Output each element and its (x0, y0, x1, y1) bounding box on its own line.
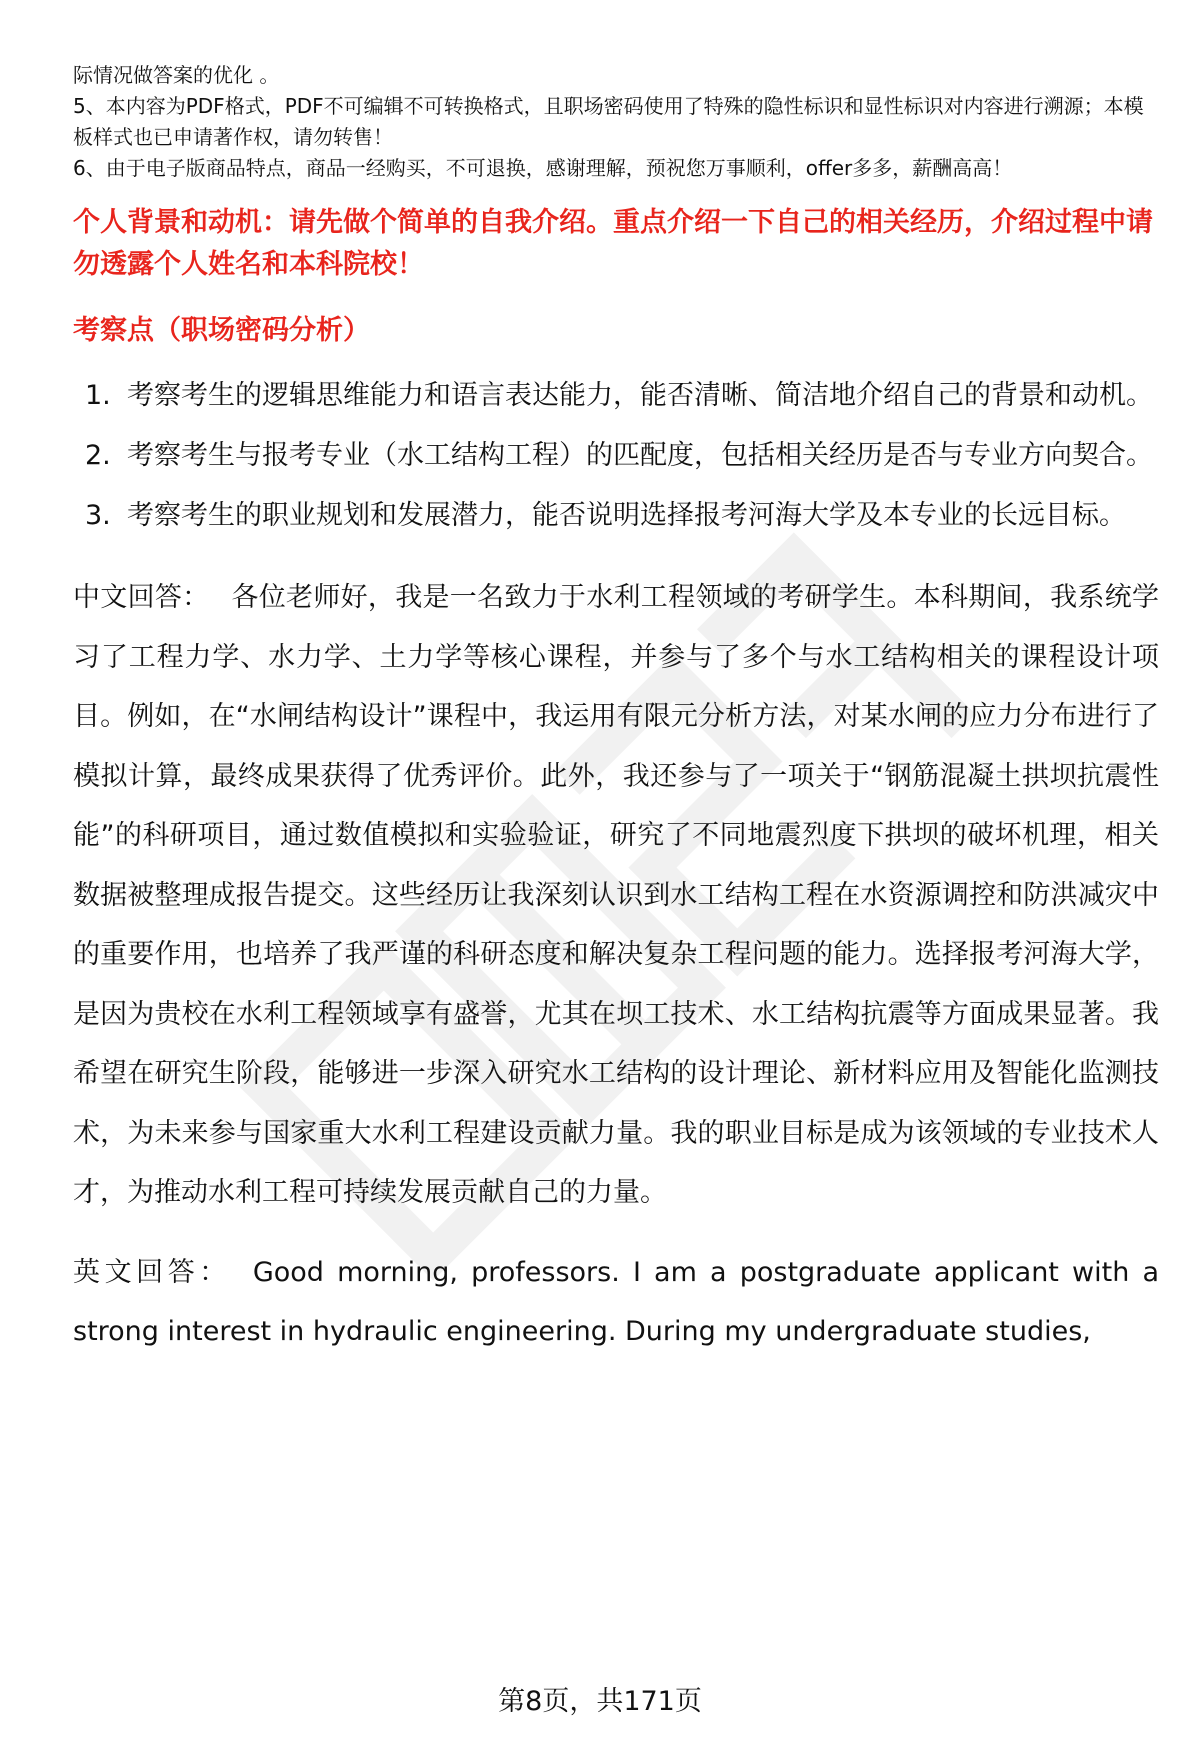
points-heading: 考察点（职场密码分析） (73, 315, 370, 346)
list-item (73, 426, 1159, 486)
chinese-answer-label: 中文回答： (73, 582, 210, 613)
chinese-answer-text: 各位老师好，我是一名致力于水利工程领域的考研学生。本科期间，我系统学习了工程力学、水力学、土力学等核心课程，并参与了多个与水工结构相关的课程设计项目。例如，在“水闸结构设计”课程中，我运用有限元分析方法，对某水闸的应力分布进行了模拟计算，最终成果获得了优秀评价。此外，我还参与了一项关于“钢筋混凝土拱坝抗震性能”的科研项目，通过数值模拟和实验验证，研究了不同地震烈度下拱坝的破坏机理，相关数据被整理成报告提交。这些经历让我深刻认识到水工结构工程在水资源调控和防洪减灾中的重要作用，也培养了我严谨的科研态度和解决复杂工程问题的能力。选择报考河海大学，是因为贵校在水利工程领域享有盛誉，尤其在坝工技术、水工结构抗震等方面成果显著。我希望在研究生阶段，能够进一步深入研究水工结构的设计理论、新材料应用及智能化监测技术，为未来参与国家重大水利工程建设贡献力量。我的职业目标是成为该领域的专业技术人才，为推动水利工程可持续发展贡献自己的力量。 (73, 582, 1160, 1208)
list-number: 2. (85, 440, 111, 471)
list-number: 3. (85, 500, 111, 531)
note-line: 际情况做答案的优化 。 (73, 63, 280, 87)
question-heading: 个人背景和动机：请先做个简单的自我介绍。重点介绍一下自己的相关经历，介绍过程中请勿透露个人姓名和本科院校！ (73, 207, 1153, 280)
page-content (73, 60, 1159, 1362)
page-number-footer: 第8页，共171页 (498, 1686, 702, 1717)
list-text: 考察考生与报考专业（水工结构工程）的匹配度，包括相关经历是否与专业方向契合。 (127, 440, 1153, 471)
points-list (73, 366, 1159, 546)
english-answer-label: 英文回答： (73, 1256, 231, 1288)
list-item (73, 486, 1159, 546)
note-line: 5、本内容为PDF格式，PDF不可编辑不可转换格式，且职场密码使用了特殊的隐性标识和显性标识对内容进行溯源；本模板样式也已申请著作权，请勿转售！ (73, 94, 1144, 149)
notes-section (73, 60, 1159, 184)
list-text: 考察考生的逻辑思维能力和语言表达能力，能否清晰、简洁地介绍自己的背景和动机。 (127, 380, 1153, 411)
list-text: 考察考生的职业规划和发展潜力，能否说明选择报考河海大学及本专业的长远目标。 (127, 500, 1126, 531)
list-number: 1. (85, 380, 111, 411)
english-answer (73, 1243, 1159, 1362)
list-item (73, 366, 1159, 426)
note-line: 6、由于电子版商品特点，商品一经购买，不可退换，感谢理解，预祝您万事顺利，offer多多，薪酬高高！ (73, 156, 1013, 180)
chinese-answer (73, 568, 1159, 1223)
english-answer-text: Good morning, professors. I am a postgraduate applicant with a strong interest in hydraulic engineering. During my undergraduate studies, (73, 1256, 1160, 1347)
